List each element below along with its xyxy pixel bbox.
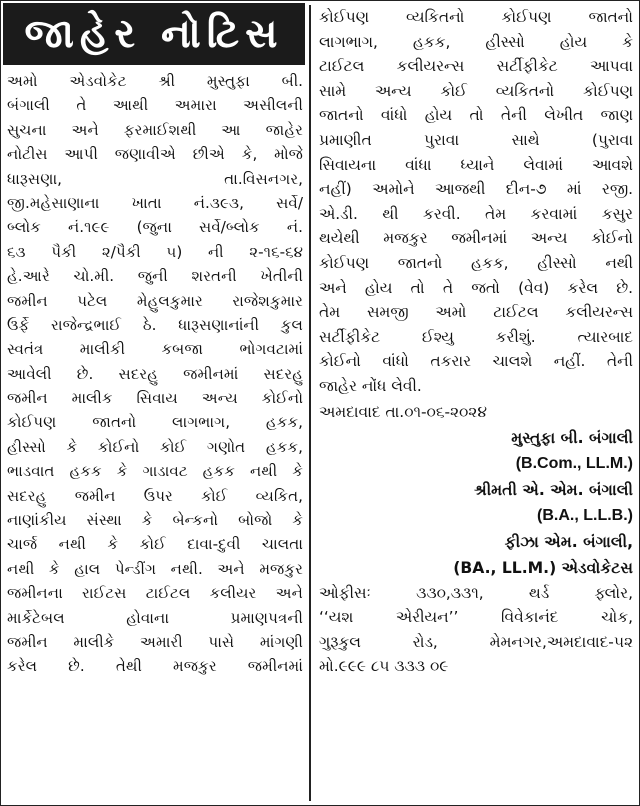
notice-title: જાહેર નોટિસ	[3, 3, 305, 65]
notice-text-line: જમીન માલીક સિવાય અન્ય કોઈનો	[7, 389, 303, 408]
signatory-qualification: (B.Com., LL.M.)	[515, 454, 633, 472]
office-phone: મો.૯૯૯ ૮૫ ૩૩૩ ૦૯	[319, 657, 449, 676]
notice-text-line: કોઈપણ જાતનો લાગભાગ, હકક,	[7, 413, 303, 432]
notice-text-line: સુચના અને ફરમાઈશથી આ જાહેર	[7, 120, 303, 139]
notice-text-line: સિવાયના વાંધા ધ્યાને લેવામાં આવશે	[319, 155, 633, 174]
signatory-name: મુસ્તુફા બી. બંગાલી	[511, 428, 633, 447]
signatory-name: શ્રીમતી એ. એમ. બંગાલી	[474, 480, 633, 499]
notice-text-line: સર્ટીફીકેટ ઈશ્યુ કરીશું. ત્યારબાદ	[319, 327, 633, 346]
notice-text-line: એ.ડી. થી કરવી. તેમ કરવામાં કસુર	[319, 204, 633, 223]
notice-text-line: ભાડવાત હકક કે ગાડાવટ હકક નથી કે	[7, 462, 303, 481]
notice-text-line: કોઈપણ વ્યકિતનો કોઈપણ જાતનો	[319, 8, 633, 26]
notice-text-line: જાતનો વાંધો હોય તો તેની લેખીત જાણ	[319, 106, 633, 125]
notice-text-line: પ્રમાણીત પુરાવા સાથે (પુરાવા	[319, 130, 633, 149]
notice-text-line: જી.મહેસાણાના ખાતા નં.૩૯૩, સર્વે/	[7, 193, 303, 212]
signatory-qualification: (B.A., L.L.B.)	[537, 506, 633, 524]
notice-text-line: થયેથી મજકુર જમીનમાં અન્ય કોઈનો	[319, 229, 633, 248]
office-address-line: ગુરૂકુલ રોડ, મેમનગર,અમદાવાદ-૫૨	[319, 632, 633, 651]
notice-text-line: અને હોય તો તે જતો (વેવ) કરેલ છે.	[319, 278, 633, 297]
notice-text-line: નોટીસ આપી જણાવીએ છીએ કે, મોજે	[7, 145, 303, 164]
notice-text-line: કોઈનો વાંધો તકરાર ચાલશે નહીં. તેની	[319, 352, 633, 371]
notice-right-column	[319, 5, 633, 679]
notice-text-line: સદરહુ જમીન ઉપર કોઈ વ્યકિત,	[7, 486, 303, 505]
notice-text-line: હે.આરે ચો.મી. જુની શરતની ખેતીની	[7, 267, 303, 286]
notice-text-line: કરેલ છે. તેથી મજકુર જમીનમાં	[7, 657, 303, 676]
notice-text-line: જાહેર નોંધ લેવી.	[319, 376, 422, 395]
notice-text-line: માર્કેટેબલ હોવાના પ્રમાણપત્રની	[7, 608, 303, 627]
notice-text-line: ચાર્જ નથી કે કોઈ દાવા-દુવી ચાલતા	[7, 535, 303, 554]
notice-text-line: ધારૂસણા, તા.વિસનગર,	[7, 169, 303, 188]
notice-text-line: નાણાંકીય સંસ્થા કે બેન્કનો બોજો કે	[7, 511, 303, 530]
column-divider	[309, 5, 311, 801]
signatory-qualification: (BA., LL.M.) એડવોકેટસ	[453, 558, 633, 577]
notice-text-line: જમીન પટેલ મેહુલકુમાર રાજેશકુમાર	[7, 291, 303, 310]
notice-text-line: અમો એડવોકેટ શ્રી મુસ્તુફા બી.	[7, 72, 303, 90]
notice-date: અમદાવાદ તા.૦૧-૦૬-૨૦૨૪	[319, 402, 487, 421]
notice-left-column	[7, 69, 303, 679]
office-address-line: ‘‘યશ એરીયન’’ વિવેકાનંદ ચોક,	[319, 608, 633, 627]
notice-text-line: સામે અન્ય કોઈ વ્યકિતનો કોઈપણ	[319, 81, 633, 100]
notice-text-line: ૬૩ પૈકી ૨/પૈકી ૫) ની ૨-૧૬-૬૪	[7, 242, 303, 261]
notice-text-line: બ્લોક નં.૧૯૯ (જુના સર્વે/બ્લોક નં.	[7, 218, 303, 237]
notice-text-line: નહીં) અમોને આજથી દીન-૭ માં રજી.	[319, 180, 633, 199]
notice-text-line: લાગભાગ, હકક, હીસ્સો હોય કે	[319, 32, 633, 51]
notice-text-line: આવેલી છે. સદરહુ જમીનમાં સદરહુ	[7, 364, 303, 383]
notice-text-line: નથી કે હાલ પેન્ડીંગ નથી. અને મજકુર	[7, 559, 303, 578]
notice-text-line: હીસ્સો કે કોઈનો કોઈ ગણોત હકક,	[7, 437, 303, 456]
notice-text-line: ઉર્ફે રાજેન્દ્રભાઈ ઠે. ધારૂસણાનાંની કુલ	[7, 315, 303, 334]
notice-text-line: તેમ સમજી અમો ટાઈટલ કલીયરન્સ	[319, 303, 633, 322]
notice-text-line: જમીનના રાઈટસ ટાઈટલ કલીયર અને	[7, 584, 303, 603]
notice-text-line: ટાઈટલ કલીયરન્સ સર્ટીફીકેટ આપવા	[319, 57, 633, 76]
notice-text-line: કોઈપણ જાતનો હકક, હીસ્સો નથી	[319, 253, 633, 272]
signatory-name: ફીઝા એમ. બંગાલી,	[504, 532, 633, 551]
notice-text-line: બંગાલી તે આથી અમારા અસીલની	[7, 96, 303, 115]
office-address-line: ઓફીસઃ ૩૩૦,૩૩૧, થર્ડ ફ્લોર,	[319, 583, 633, 602]
notice-text-line: જમીન માલીકે અમારી પાસે માંગણી	[7, 632, 303, 651]
notice-text-line: સ્વતંત્ર માલીકી કબજા ભોગવટામાં	[7, 340, 303, 359]
